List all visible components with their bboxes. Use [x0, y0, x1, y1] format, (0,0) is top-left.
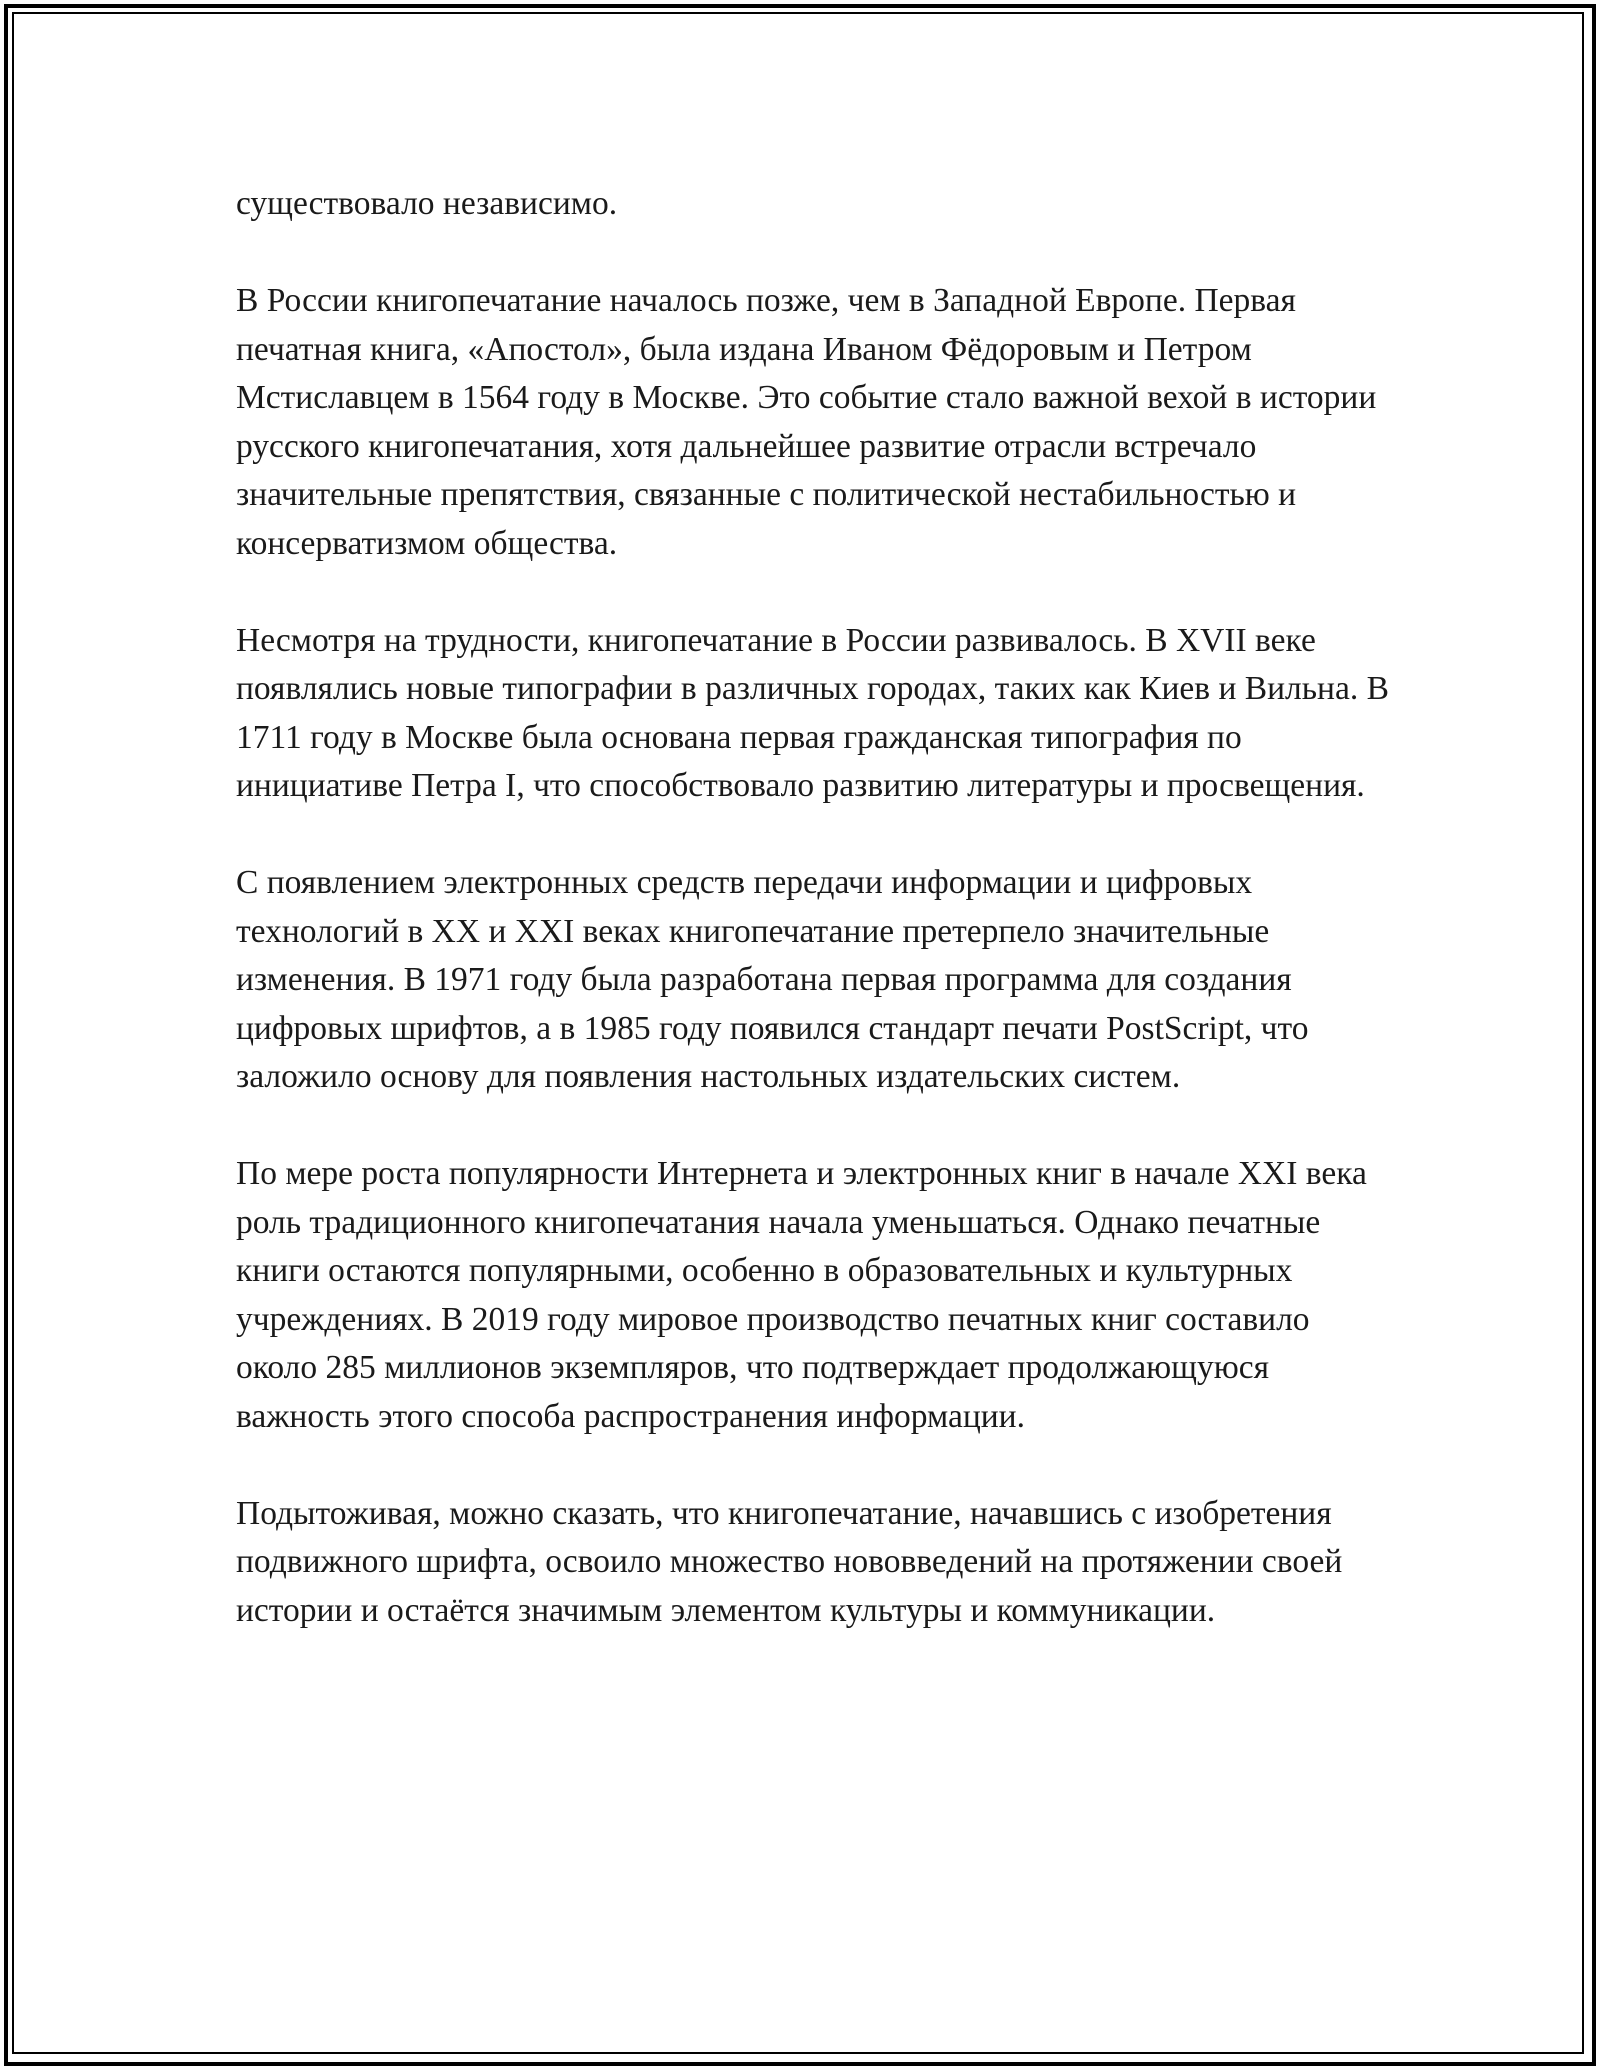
paragraph-russia-printing: В России книгопечатание началось позже, чем в Западной Европе. Первая печатная книга, «Апостол», была издана Иваном Фёдоровым и Петром Мстиславцем в 1564 году в Москве. Это событие стало важной вехой в истории русского книгопечатания, хотя дальнейшее развитие отрасли встречало значительные препятствия, связанные с политической нестабильностью и консерватизмом общества. [236, 282, 1377, 562]
paragraph-internet: По мере роста популярности Интернета и электронных книг в начале XXI века роль традиционного книгопечатания начала уменьшаться. Однако печатные книги остаются популярными, особенно в образовательных и культурных учреждениях. В 2019 году мировое производство печатных книг составило около 285 миллионов экземпляров, что подтверждает продолжающуюся важность этого способа распространения информации. [236, 1155, 1367, 1435]
paragraph-continuation: существовало независимо. [236, 185, 618, 222]
paragraph-digital: С появлением электронных средств передачи информации и цифровых технологий в XX и XXI веках книгопечатание претерпело значительные изменения. В 1971 году была разработана первая программа для создания цифровых шрифтов, а в 1985 году появился стандарт печати PostScript, что заложило основу для появления настольных издательских систем. [236, 864, 1309, 1095]
document-body [236, 180, 1396, 1684]
paragraph-conclusion: Подытоживая, можно сказать, что книгопечатание, начавшись с изобретения подвижного шрифта, освоило множество нововведений на протяжении своей истории и остаётся значимым элементом культуры и коммуникации. [236, 1494, 1343, 1629]
paragraph-development: Несмотря на трудности, книгопечатание в России развивалось. В XVII веке появлялись новые типографии в различных городах, таких как Киев и Вильна. В 1711 году в Москве была основана первая гражданская типография по инициативе Петра I, что способствовало развитию литературы и просвещения. [236, 621, 1389, 804]
